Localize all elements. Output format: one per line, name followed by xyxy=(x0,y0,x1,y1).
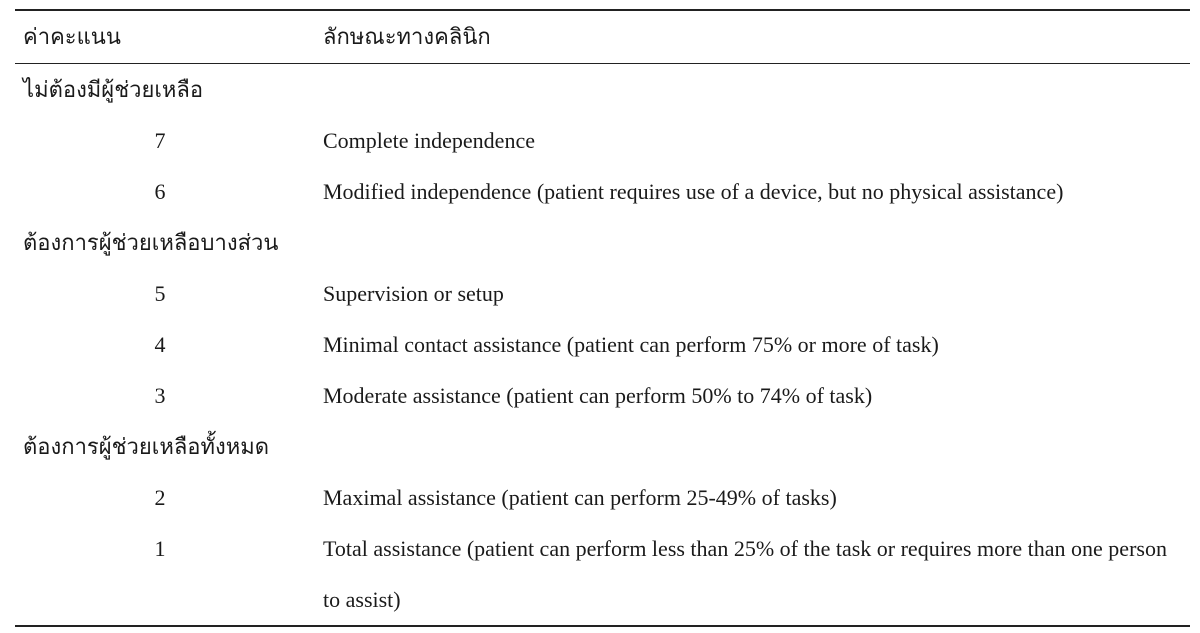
score-description: Moderate assistance (patient can perform 50% to 74% of task) xyxy=(323,383,873,408)
score-description: Maximal assistance (patient can perform 25-49% of tasks) xyxy=(323,485,837,510)
group-row xyxy=(15,421,1190,472)
score-description: Supervision or setup xyxy=(323,281,504,306)
score-description: Complete independence xyxy=(323,128,535,153)
group-label-partial-helper: ต้องการผู้ช่วยเหลือบางส่วน xyxy=(23,230,279,255)
score-value: 3 xyxy=(154,383,166,408)
header-description: ลักษณะทางคลินิก xyxy=(323,24,491,49)
score-description: Modified independence (patient requires use of a device, but no physical assistance) xyxy=(323,179,1064,204)
table-bottom-rule xyxy=(15,625,1190,627)
score-description: Total assistance (patient can perform less than 25% of the task or requires more than one person to assist) xyxy=(323,536,1167,612)
table-row xyxy=(15,472,1190,523)
table-row xyxy=(15,319,1190,370)
group-label-no-helper: ไม่ต้องมีผู้ช่วยเหลือ xyxy=(23,77,204,102)
group-row xyxy=(15,64,1190,115)
score-value: 2 xyxy=(154,485,166,510)
score-value: 5 xyxy=(154,281,166,306)
table-row xyxy=(15,370,1190,421)
table-row xyxy=(15,523,1190,625)
fim-score-table xyxy=(15,9,1190,627)
table-header-row xyxy=(15,11,1190,63)
group-label-full-helper: ต้องการผู้ช่วยเหลือทั้งหมด xyxy=(23,434,270,459)
table-row xyxy=(15,115,1190,166)
table-row xyxy=(15,268,1190,319)
score-value: 6 xyxy=(154,179,166,204)
score-description: Minimal contact assistance (patient can perform 75% or more of task) xyxy=(323,332,939,357)
score-value: 4 xyxy=(154,332,166,357)
score-value: 7 xyxy=(154,128,166,153)
header-score: ค่าคะแนน xyxy=(23,24,121,49)
table-row xyxy=(15,166,1190,217)
group-row xyxy=(15,217,1190,268)
score-value: 1 xyxy=(154,536,166,561)
